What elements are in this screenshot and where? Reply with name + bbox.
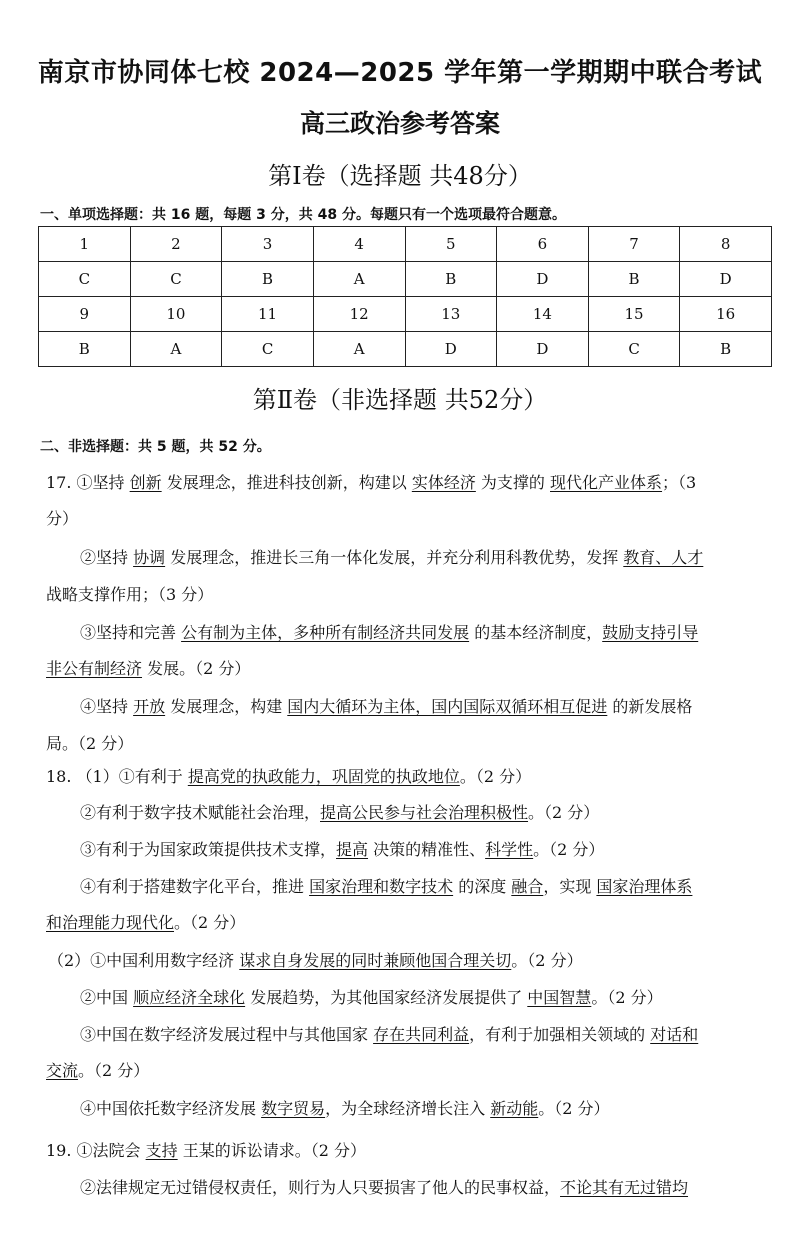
table-cell: 1 xyxy=(39,227,131,262)
answer-key: 公有制为主体，多种所有制经济共同发展 xyxy=(181,623,470,642)
q17-line-5: ③坚持和完善 公有制为主体，多种所有制经济共同发展 的基本经济制度，鼓励支持引导 xyxy=(80,623,699,642)
answer-key: 和治理能力现代化 xyxy=(46,913,175,932)
answer-key: 非公有制经济 xyxy=(46,659,143,678)
answer-key: 开放 xyxy=(133,697,166,716)
table-cell: A xyxy=(313,262,405,297)
table-row xyxy=(39,262,772,297)
table-cell: 4 xyxy=(313,227,405,262)
answer-key: 支持 xyxy=(145,1141,178,1160)
table-row xyxy=(39,227,772,262)
q18-line-9: 交流。（2 分） xyxy=(46,1061,150,1080)
answer-key: 国家治理体系 xyxy=(596,877,693,896)
answer-key: 提高公民参与社会治理积极性 xyxy=(320,803,529,822)
table-row xyxy=(39,297,772,332)
table-cell: B xyxy=(222,262,314,297)
answer-key: 现代化产业体系 xyxy=(550,473,663,492)
answer-key: 谋求自身发展的同时兼顾他国合理关切 xyxy=(239,951,512,970)
answer-key: 交流 xyxy=(46,1061,79,1080)
answer-key: 提高 xyxy=(336,840,369,859)
table-cell: 8 xyxy=(680,227,772,262)
table-cell: C xyxy=(39,262,131,297)
part1-heading: 第Ⅰ卷（选择题 共48分） xyxy=(268,162,532,190)
table-cell: D xyxy=(680,262,772,297)
table-cell: 7 xyxy=(588,227,680,262)
table-cell: 10 xyxy=(130,297,222,332)
answer-key: 教育、人才 xyxy=(623,548,704,567)
q18-line-6: （2）①中国利用数字经济 谋求自身发展的同时兼顾他国合理关切。（2 分） xyxy=(48,951,583,970)
document-subtitle: 高三政治参考答案 xyxy=(299,109,500,138)
q19-line-2: ②法律规定无过错侵权责任，则行为人只要损害了他人的民事权益，不论其有无过错均 xyxy=(80,1178,689,1197)
answer-key: 创新 xyxy=(129,473,162,492)
table-cell: B xyxy=(405,262,497,297)
q18-line-8: ③中国在数字经济发展过程中与其他国家 存在共同利益，有利于加强相关领域的 对话和 xyxy=(80,1025,699,1044)
q18-line-1: 18. （1）①有利于 提高党的执政能力，巩固党的执政地位。（2 分） xyxy=(46,767,532,786)
q18-line-5: 和治理能力现代化。（2 分） xyxy=(46,913,246,932)
q17-line-3: ②坚持 协调 发展理念，推进长三角一体化发展，并充分利用科教优势，发挥 教育、人才 xyxy=(80,548,704,567)
table-cell: D xyxy=(497,262,589,297)
q17-line-2: 分） xyxy=(46,509,79,528)
table-cell: 9 xyxy=(39,297,131,332)
table-cell: A xyxy=(313,332,405,367)
table-cell: 3 xyxy=(222,227,314,262)
table-cell: C xyxy=(130,262,222,297)
answer-key: 国内大循环为主体，国内国际双循环相互促进 xyxy=(287,697,608,716)
table-row xyxy=(39,332,772,367)
table-cell: 13 xyxy=(405,297,497,332)
table-cell: 2 xyxy=(130,227,222,262)
table-cell: A xyxy=(130,332,222,367)
q18-line-3: ③有利于为国家政策提供技术支撑，提高 决策的精准性、科学性。（2 分） xyxy=(80,840,605,859)
table-cell: B xyxy=(588,262,680,297)
q17-line-7: ④坚持 开放 发展理念，构建 国内大循环为主体，国内国际双循环相互促进 的新发展格 xyxy=(80,697,693,716)
answer-key: 中国智慧 xyxy=(527,988,592,1007)
part2-heading: 第Ⅱ卷（非选择题 共52分） xyxy=(252,386,548,414)
q18-line-7: ②中国 顺应经济全球化 发展趋势，为其他国家经济发展提供了 中国智慧。（2 分） xyxy=(80,988,663,1007)
q19-line-1: 19. ①法院会 支持 王某的诉讼请求。（2 分） xyxy=(46,1141,366,1160)
document-title: 南京市协同体七校 2024—2025 学年第一学期期中联合考试 xyxy=(37,58,763,88)
table-cell: 11 xyxy=(222,297,314,332)
answer-key: 协调 xyxy=(133,548,166,567)
answer-key: 融合 xyxy=(511,877,544,896)
answer-key: 新动能 xyxy=(490,1099,539,1118)
section2-label: 二、非选择题：共 5 题，共 52 分。 xyxy=(40,439,271,455)
q17-line-1: 17. ①坚持 创新 发展理念，推进科技创新，构建以 实体经济 为支撑的 现代化产业体系；（3 xyxy=(46,473,697,492)
table-cell: 16 xyxy=(680,297,772,332)
answer-key: 顺应经济全球化 xyxy=(133,988,246,1007)
q17-line-6: 非公有制经济 发展。（2 分） xyxy=(46,659,251,678)
table-cell: 14 xyxy=(497,297,589,332)
table-cell: 6 xyxy=(497,227,589,262)
table-cell: D xyxy=(497,332,589,367)
table-cell: 15 xyxy=(588,297,680,332)
answer-key: ，巩固党的执政地位 xyxy=(315,767,460,786)
table-cell: 12 xyxy=(313,297,405,332)
answer-key: 提高党的执政能力 xyxy=(187,767,316,786)
answer-key: 鼓励支持引导 xyxy=(602,623,699,642)
table-cell: D xyxy=(405,332,497,367)
table-cell: C xyxy=(588,332,680,367)
answer-key: 科学性 xyxy=(485,840,534,859)
table-cell: B xyxy=(39,332,131,367)
q18-line-4: ④有利于搭建数字化平台，推进 国家治理和数字技术 的深度 融合，实现 国家治理体系 xyxy=(80,877,693,896)
table-cell: B xyxy=(680,332,772,367)
q18-line-10: ④中国依托数字经济发展 数字贸易，为全球经济增长注入 新动能。（2 分） xyxy=(80,1099,610,1118)
answer-key: 数字贸易 xyxy=(261,1099,326,1118)
answer-key: 国家治理和数字技术 xyxy=(309,877,454,896)
section1-label: 一、单项选择题：共 16 题，每题 3 分，共 48 分。每题只有一个选项最符合题意。 xyxy=(40,207,566,223)
table-cell: C xyxy=(222,332,314,367)
table-cell: 5 xyxy=(405,227,497,262)
answer-key: 对话和 xyxy=(650,1025,699,1044)
answer-key: 存在共同利益 xyxy=(373,1025,470,1044)
q17-line-4: 战略支撑作用；（3 分） xyxy=(46,585,214,604)
answer-key: 实体经济 xyxy=(411,473,476,492)
answer-key: 不论其有无过错均 xyxy=(560,1178,689,1197)
q18-line-2: ②有利于数字技术赋能社会治理，提高公民参与社会治理积极性。（2 分） xyxy=(80,803,600,822)
q17-line-8: 局。（2 分） xyxy=(46,734,134,753)
answer-table xyxy=(38,226,772,367)
